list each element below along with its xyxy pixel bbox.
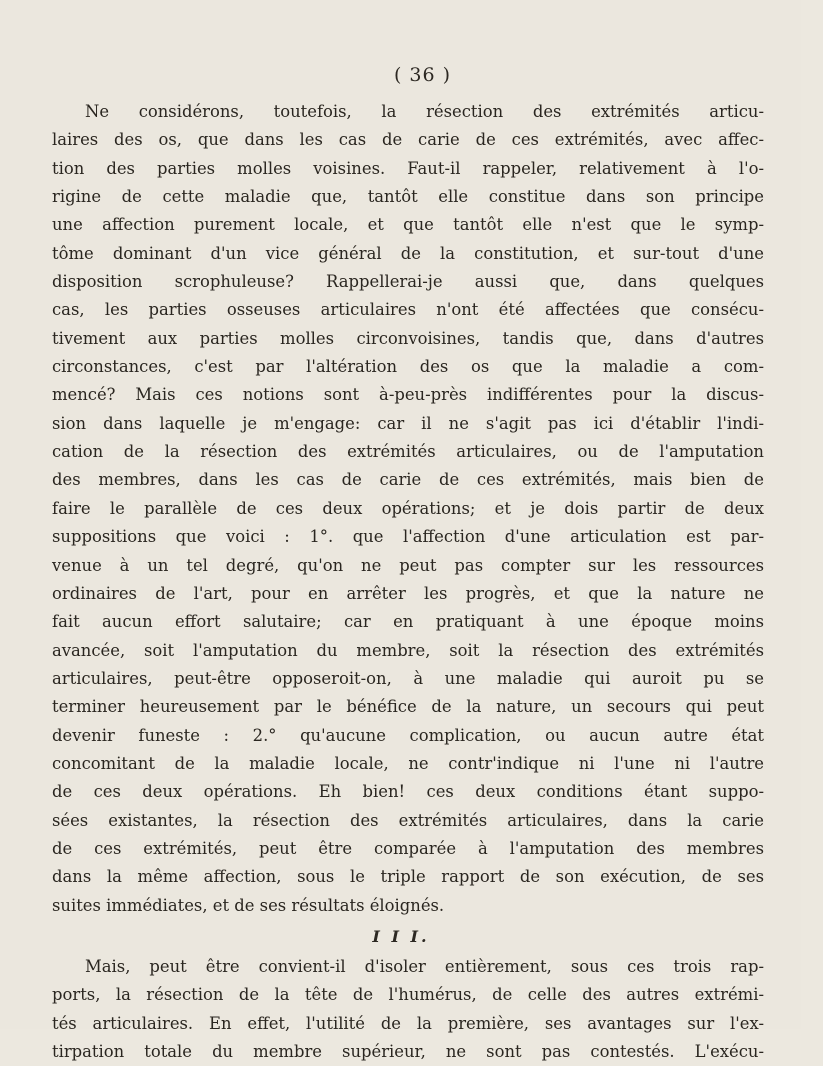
text-line: circonstances, c'est par l'altération des os que la maladie a com-	[52, 357, 764, 377]
text-line: tivement aux parties molles circonvoisines, tandis que, dans d'autres	[52, 328, 764, 348]
text-line: rigine de cette maladie que, tantôt elle constitue dans son principe	[52, 187, 764, 207]
text-line: avancée, soit l'amputation du membre, soit la résection des extrémités	[52, 640, 764, 660]
text-line: ordinaires de l'art, pour en arrêter les progrès, et que la nature ne	[52, 583, 764, 603]
text-line: devenir funeste : 2.° qu'aucune complication, ou aucun autre état	[52, 725, 764, 745]
section-heading: I I I.	[372, 926, 430, 946]
text-line: suppositions que voici : 1°. que l'affection d'une articulation est par-	[52, 527, 764, 547]
text-line: des membres, dans les cas de carie de ces extrémités, mais bien de	[52, 470, 764, 490]
text-line: tés articulaires. En effet, l'utilité de la première, ses avantages sur l'ex-	[52, 1013, 764, 1033]
text-line: ports, la résection de la tête de l'humérus, de celle des autres extrémi-	[52, 985, 764, 1005]
text-line: fait aucun effort salutaire; car en pratiquant à une époque moins	[52, 612, 764, 632]
text-line: sées existantes, la résection des extrémités articulaires, dans la carie	[52, 810, 764, 830]
text-line: concomitant de la maladie locale, ne contr'indique ni l'une ni l'autre	[52, 753, 764, 773]
text-line: tôme dominant d'un vice général de la constitution, et sur-tout d'une	[52, 243, 764, 263]
text-line: articulaires, peut-être opposeroit-on, à une maladie qui auroit pu se	[52, 668, 764, 688]
text-line: de ces deux opérations. Eh bien! ces deux conditions étant suppo-	[52, 782, 764, 802]
text-line: mencé? Mais ces notions sont à-peu-près indifférentes pour la discus-	[52, 385, 764, 405]
text-line: faire le parallèle de ces deux opérations; et je dois partir de deux	[52, 498, 764, 518]
body-text	[52, 98, 764, 1066]
text-line: cas, les parties osseuses articulaires n'ont été affectées que consécu-	[52, 300, 764, 320]
text-line: laires des os, que dans les cas de carie de ces extrémités, avec affec-	[52, 130, 764, 150]
page-number: ( 36 )	[393, 64, 452, 86]
text-line: cation de la résection des extrémités articulaires, ou de l'amputation	[52, 442, 764, 462]
text-line: sion dans laquelle je m'engage: car il ne s'agit pas ici d'établir l'indi-	[52, 413, 764, 433]
text-line: tirpation totale du membre supérieur, ne sont pas contestés. L'exécu-	[52, 1042, 764, 1061]
text-line: Mais, peut être convient-il d'isoler entièrement, sous ces trois rap-	[85, 956, 764, 976]
text-line: dans la même affection, sous le triple rapport de son exécution, de ses	[52, 867, 764, 887]
text-line: terminer heureusement par le bénéfice de la nature, un secours qui peut	[52, 697, 764, 717]
text-line: suites immédiates, et de ses résultats éloignés.	[52, 895, 445, 915]
text-line: de ces extrémités, peut être comparée à l'amputation des membres	[52, 838, 764, 858]
text-line: une affection purement locale, et que tantôt elle n'est que le symp-	[52, 215, 764, 235]
text-line: tion des parties molles voisines. Faut-il rappeler, relativement à l'o-	[52, 158, 764, 178]
text-line: venue à un tel degré, qu'on ne peut pas compter sur les ressources	[52, 555, 764, 575]
text-line: disposition scrophuleuse? Rappellerai-je aussi que, dans quelques	[52, 272, 764, 292]
paragraph-1	[52, 98, 764, 920]
paragraph-2	[52, 953, 764, 1066]
text-line: Ne considérons, toutefois, la résection des extrémités articu-	[85, 102, 764, 121]
